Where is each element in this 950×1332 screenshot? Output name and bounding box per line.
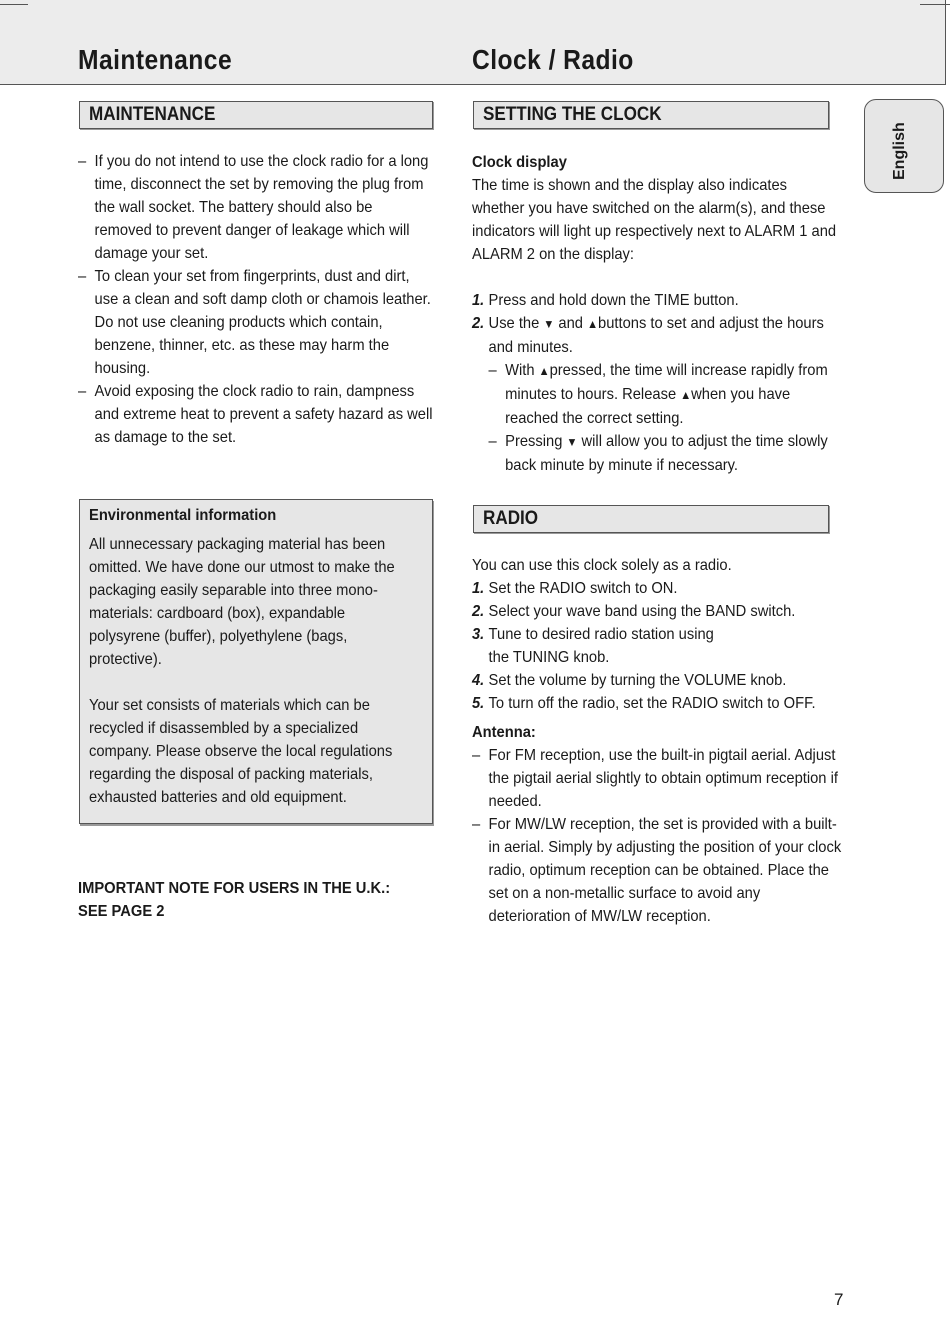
clock-sub-item: – Pressing ▼ will allow you to adjust the time slowly back minute by minute if necessary. [472,430,842,477]
section-setting-the-clock-title: SETTING THE CLOCK [483,104,662,125]
up-arrow-icon: ▲ [538,364,550,378]
environmental-info-title: Environmental information [89,507,277,524]
environmental-info-box [79,499,433,824]
clock-step: 1. Press and hold down the TIME button. [472,292,739,309]
language-tab-label: English [891,122,908,180]
section-radio [473,505,829,533]
list-item: – For FM reception, use the built-in pigtail aerial. Adjust the pigtail aerial slightly to obtain optimum reception if needed. [472,744,842,813]
maintenance-list [78,150,433,449]
radio-step: 3. Tune to desired radio station using the TUNING knob. [472,626,714,666]
section-maintenance-title: MAINTENANCE [89,104,216,125]
list-item: – Avoid exposing the clock radio to rain, dampness and extreme heat to prevent a safety hazard as well as damage to the set. [78,380,433,449]
clock-content [472,151,842,477]
radio-step: 5. To turn off the radio, set the RADIO switch to OFF. [472,695,816,712]
language-tab [864,99,944,193]
environmental-info-paragraph: All unnecessary packaging material has been omitted. We have done our utmost to make the packaging easily separable into three mono-materials: cardboard (box), expandable polysyrene (buffer), polyethylene (bags, protective). [89,536,395,668]
list-item: – To clean your set from fingerprints, dust and dirt, use a clean and soft damp cloth or chamois leather. Do not use cleaning products which contain, benzene, thinner, etc. as these may harm the housing. [78,265,433,380]
up-arrow-icon: ▲ [587,317,599,331]
list-item: – If you do not intend to use the clock radio for a long time, disconnect the set by removing the plug from the wall socket. The battery should also be removed to prevent danger of leakage which will damage your set. [78,150,433,265]
environmental-info-content [89,504,411,809]
radio-step: 4. Set the volume by turning the VOLUME knob. [472,672,787,689]
uk-note-line: IMPORTANT NOTE FOR USERS IN THE U.K.: [78,880,391,897]
environmental-info-paragraph: Your set consists of materials which can be recycled if disassembled by a specialized company. Please observe the local regulations regarding the disposal of packing materials, exhausted batteries and old equipment. [89,697,393,806]
radio-intro: You can use this clock solely as a radio. [472,557,732,574]
clock-step: 2. Use the ▼ and ▲buttons to set and adjust the hours and minutes. [472,315,824,356]
crop-mark-right [920,4,950,5]
section-setting-the-clock [473,101,829,129]
radio-step: 2. Select your wave band using the BAND switch. [472,603,796,620]
clock-display-title: Clock display [472,154,567,171]
crop-mark-left [0,4,28,5]
clock-display-text: The time is shown and the display also indicates whether you have switched on the alarm(s), and these indicators will light up respectively next to ALARM 1 and ALARM 2 on the display: [472,177,837,263]
page-heading-maintenance: Maintenance [78,44,233,75]
radio-content [472,554,842,928]
down-arrow-icon: ▼ [566,435,578,449]
list-item: – For MW/LW reception, the set is provided with a built-in aerial. Simply by adjusting the position of your clock radio, optimum reception can be obtained. Place the set on a non-metallic surface to avoid any deterioration of MW/LW reception. [472,813,842,928]
down-arrow-icon: ▼ [543,317,555,331]
uk-note [78,877,428,923]
section-maintenance [79,101,433,129]
radio-step: 1. Set the RADIO switch to ON. [472,580,678,597]
page-heading-clock-radio: Clock / Radio [472,44,634,75]
up-arrow-icon: ▲ [680,388,692,402]
section-radio-title: RADIO [483,508,539,529]
antenna-title: Antenna: [472,724,536,741]
page-number: 7 [834,1290,844,1309]
uk-note-line: SEE PAGE 2 [78,903,165,920]
clock-sub-item: – With ▲pressed, the time will increase rapidly from minutes to hours. Release ▲when you have reached the correct setting. [472,359,842,430]
